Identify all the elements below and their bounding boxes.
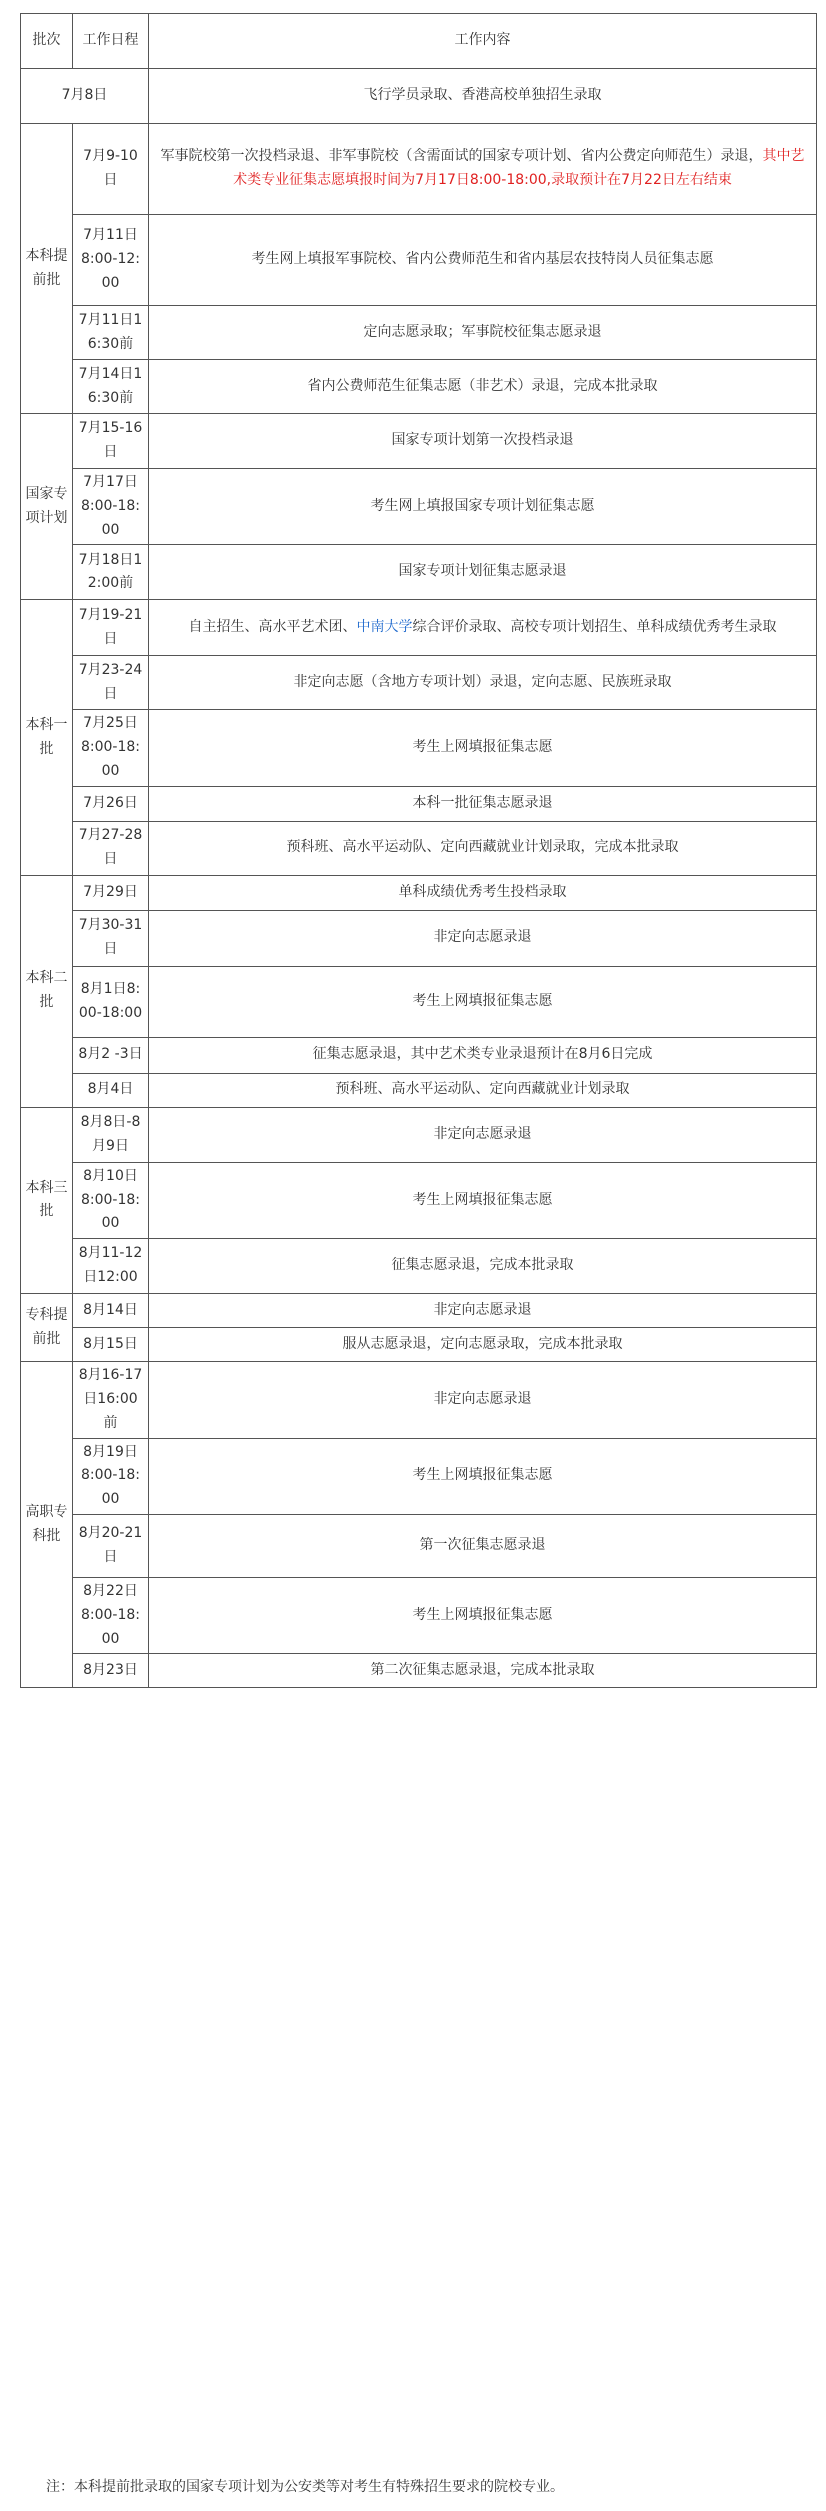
table-row [21, 1362, 817, 1438]
content-text: 服从志愿录退，定向志愿录取，完成本批录取 [342, 1335, 623, 1352]
batch-name: 高职专科批 [21, 1362, 73, 1688]
row-content [149, 786, 817, 821]
content-text: 非定向志愿录退 [433, 929, 532, 946]
row-date: 7月25日8:00-18:00 [73, 710, 149, 786]
row-date: 7月18日12:00前 [73, 545, 149, 600]
content-text: 单科成绩优秀考生投档录取 [398, 883, 567, 900]
row-date: 8月10日8:00-18:00 [73, 1162, 149, 1238]
table-row [21, 1107, 817, 1162]
row-content [149, 215, 817, 306]
content-text: 非定向志愿（含地方专项计划）录退，定向志愿、民族班录取 [293, 673, 672, 690]
table-row [21, 124, 817, 215]
row-date: 7月19-21日 [73, 600, 149, 656]
row-content [149, 1438, 817, 1514]
content-text: 考生网上填报国家专项计划征集志愿 [370, 497, 595, 514]
table-row [21, 469, 817, 545]
content-text: 考生上网填报征集志愿 [412, 1191, 553, 1208]
row-content [149, 1328, 817, 1362]
row-content [149, 469, 817, 545]
row-content [149, 1239, 817, 1294]
row-content [149, 1107, 817, 1162]
table-row [21, 656, 817, 710]
row-content [149, 360, 817, 414]
content-text: 国家专项计划第一次投档录退 [391, 432, 574, 449]
table-row [21, 966, 817, 1037]
content-text: 本科一批征集志愿录退 [412, 794, 553, 811]
batch-name: 国家专项计划 [21, 414, 73, 600]
content-text: 考生上网填报征集志愿 [412, 1606, 553, 1623]
row-content [149, 821, 817, 875]
row-content [149, 124, 817, 215]
table-row [21, 910, 817, 966]
content-text: 考生网上填报军事院校、省内公费师范生和省内基层农技特岗人员征集志愿 [251, 251, 714, 268]
content-text: 非定向志愿录退 [433, 1125, 532, 1142]
content-text: 征集志愿录退，完成本批录取 [391, 1257, 574, 1274]
header-date: 工作日程 [73, 14, 149, 69]
content-text: 考生上网填报征集志愿 [412, 739, 553, 756]
row-content [149, 656, 817, 710]
row-date: 7月29日 [73, 875, 149, 910]
footnote: 注：本科提前批录取的国家专项计划为公安类等对考生有特殊招生要求的院校专业。 [46, 2479, 564, 2495]
row-date: 8月19日8:00-18:00 [73, 1438, 149, 1514]
row-date: 8月15日 [73, 1328, 149, 1362]
row-content [149, 910, 817, 966]
row-content [149, 600, 817, 656]
content-text: 非定向志愿录退 [433, 1390, 532, 1407]
table-row [21, 1514, 817, 1577]
content-text: 国家专项计划征集志愿录退 [398, 563, 567, 580]
header-content: 工作内容 [149, 14, 817, 69]
row-content [149, 1514, 817, 1577]
row-content [149, 966, 817, 1037]
row-date: 7月26日 [73, 786, 149, 821]
row-date: 8月11-12日12:00 [73, 1239, 149, 1294]
admission-schedule-table [20, 13, 817, 1688]
row-date: 8月22日8:00-18:00 [73, 1577, 149, 1653]
content-text-after: 综合评价录取、高校专项计划招生、单科成绩优秀考生录取 [412, 618, 777, 635]
row-content [149, 1037, 817, 1073]
row-date: 7月15-16日 [73, 414, 149, 469]
row-date: 8月8日-8月9日 [73, 1107, 149, 1162]
table-row [21, 1328, 817, 1362]
batch-name: 本科提前批 [21, 124, 73, 414]
row-content [149, 710, 817, 786]
row-content [149, 1362, 817, 1438]
table-row [21, 1239, 817, 1294]
table-row [21, 600, 817, 656]
row-content [149, 1162, 817, 1238]
content-text: 非定向志愿录退 [433, 1301, 532, 1318]
row-date: 8月4日 [73, 1073, 149, 1107]
content-text: 考生上网填报征集志愿 [412, 1467, 553, 1484]
row-date: 7月17日8:00-18:00 [73, 469, 149, 545]
row-date: 8月20-21日 [73, 1514, 149, 1577]
row-content: 飞行学员录取、香港高校单独招生录取 [149, 69, 817, 124]
row-date: 7月14日16:30前 [73, 360, 149, 414]
row-date: 8月16-17日16:00前 [73, 1362, 149, 1438]
table-row [21, 215, 817, 306]
table-row [21, 786, 817, 821]
row-content [149, 1073, 817, 1107]
table-row [21, 821, 817, 875]
row-content [149, 875, 817, 910]
content-text: 预科班、高水平运动队、定向西藏就业计划录取 [335, 1081, 630, 1098]
table-body [21, 69, 817, 1688]
table-row [21, 710, 817, 786]
content-link-text[interactable]: 中南大学 [356, 618, 413, 635]
row-content [149, 1654, 817, 1688]
row-date: 7月23-24日 [73, 656, 149, 710]
content-text: 第二次征集志愿录退，完成本批录取 [370, 1661, 595, 1678]
batch-name: 本科二批 [21, 875, 73, 1107]
row-date: 7月8日 [21, 69, 149, 124]
row-content [149, 1294, 817, 1328]
row-content [149, 545, 817, 600]
table-row [21, 545, 817, 600]
table-row [21, 1037, 817, 1073]
row-content [149, 306, 817, 360]
content-text: 预科班、高水平运动队、定向西藏就业计划录取，完成本批录取 [286, 839, 679, 856]
table-row [21, 306, 817, 360]
content-text: 军事院校第一次投档录退、非军事院校（含需面试的国家专项计划、省内公费定向师范生）录退， [160, 148, 763, 165]
table-row [21, 1654, 817, 1688]
table-row [21, 360, 817, 414]
content-text: 省内公费师范生征集志愿（非艺术）录退，完成本批录取 [307, 377, 658, 394]
table-row [21, 1577, 817, 1653]
table-row [21, 69, 817, 124]
row-content [149, 414, 817, 469]
row-date: 7月9-10日 [73, 124, 149, 215]
row-content [149, 1577, 817, 1653]
table-row [21, 1162, 817, 1238]
batch-name: 本科一批 [21, 600, 73, 875]
content-text: 征集志愿录退，其中艺术类专业录退预计在8月6日完成 [312, 1046, 653, 1063]
table-row [21, 1438, 817, 1514]
content-text: 第一次征集志愿录退 [419, 1537, 546, 1554]
row-date: 7月11日8:00-12:00 [73, 215, 149, 306]
header-batch: 批次 [21, 14, 73, 69]
table-row [21, 414, 817, 469]
row-date: 8月14日 [73, 1294, 149, 1328]
table-row [21, 1073, 817, 1107]
table-row [21, 1294, 817, 1328]
content-text: 考生上网填报征集志愿 [412, 992, 553, 1009]
table-header-row [21, 14, 817, 69]
row-date: 7月30-31日 [73, 910, 149, 966]
content-highlight-red: 其中艺术类专业征集志愿填报时间为7月17日8:00-18:00,录取预计在7月22日左右结束 [233, 148, 805, 188]
table-row [21, 875, 817, 910]
row-date: 8月23日 [73, 1654, 149, 1688]
batch-name: 本科三批 [21, 1107, 73, 1293]
row-date: 7月11日16:30前 [73, 306, 149, 360]
row-date: 7月27-28日 [73, 821, 149, 875]
row-date: 8月2 -3日 [73, 1037, 149, 1073]
content-text: 定向志愿录取；军事院校征集志愿录退 [363, 323, 602, 340]
batch-name: 专科提前批 [21, 1294, 73, 1362]
row-date: 8月1日8:00-18:00 [73, 966, 149, 1037]
content-text: 自主招生、高水平艺术团、 [188, 618, 357, 635]
